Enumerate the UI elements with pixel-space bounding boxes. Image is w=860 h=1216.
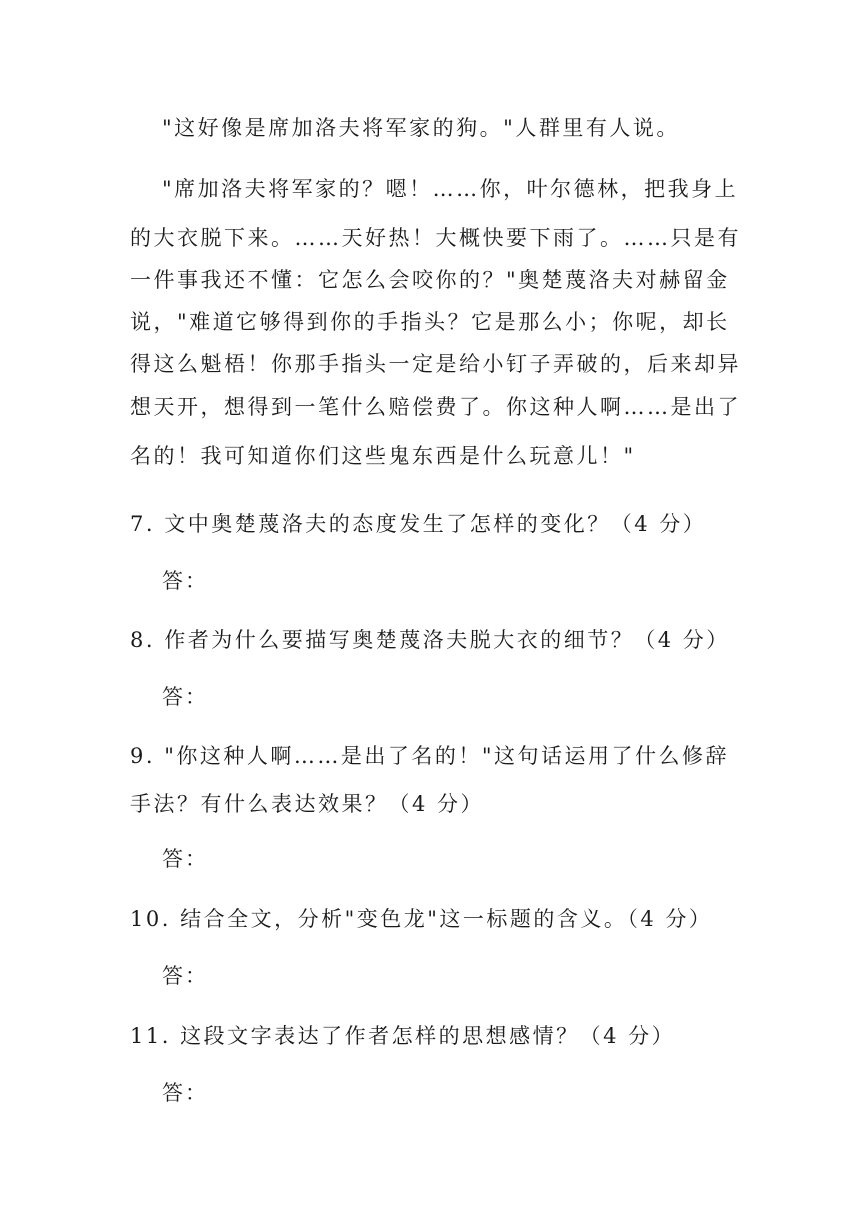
answer-label-9: 答： bbox=[162, 847, 208, 871]
passage-line: 名的！我可知道你们这些鬼东西是什么玩意儿！" bbox=[130, 444, 636, 468]
question-9-cont: 手法？有什么表达效果？（4 分） bbox=[130, 792, 485, 816]
question-7: 7. 文中奥楚蔑洛夫的态度发生了怎样的变化？（4 分） bbox=[130, 512, 707, 536]
answer-label-11: 答： bbox=[162, 1081, 208, 1105]
question-10: 10. 结合全文，分析"变色龙"这一标题的含义。（4 分） bbox=[130, 907, 713, 931]
passage-line: 想天开，想得到一笔什么赔偿费了。你这种人啊……是出了 bbox=[130, 395, 741, 419]
question-8: 8. 作者为什么要描写奥楚蔑洛夫脱大衣的细节？（4 分） bbox=[130, 628, 730, 652]
passage-line: 的大衣脱下来。……天好热！大概快要下雨了。……只是有 bbox=[130, 226, 741, 250]
passage-paragraph-1: "这好像是席加洛夫将军家的狗。"人群里有人说。 bbox=[162, 116, 680, 140]
passage-line: 说，"难道它够得到你的手指头？它是那么小；你呢，却长 bbox=[130, 310, 730, 334]
answer-label-7: 答： bbox=[162, 569, 208, 593]
passage-line: 一件事我还不懂：它怎么会咬你的？"奥楚蔑洛夫对赫留金 bbox=[130, 268, 730, 292]
question-11: 11. 这段文字表达了作者怎样的思想感情？（4 分） bbox=[130, 1024, 676, 1048]
passage-line: "席加洛夫将军家的？嗯！……你，叶尔德林，把我身上 bbox=[162, 177, 739, 201]
answer-label-10: 答： bbox=[162, 964, 208, 988]
question-9: 9. "你这种人啊……是出了名的！"这句话运用了什么修辞 bbox=[130, 744, 730, 768]
passage-line: 得这么魁梧！你那手指头一定是给小钉子弄破的，后来却异 bbox=[130, 352, 741, 376]
answer-label-8: 答： bbox=[162, 685, 208, 709]
